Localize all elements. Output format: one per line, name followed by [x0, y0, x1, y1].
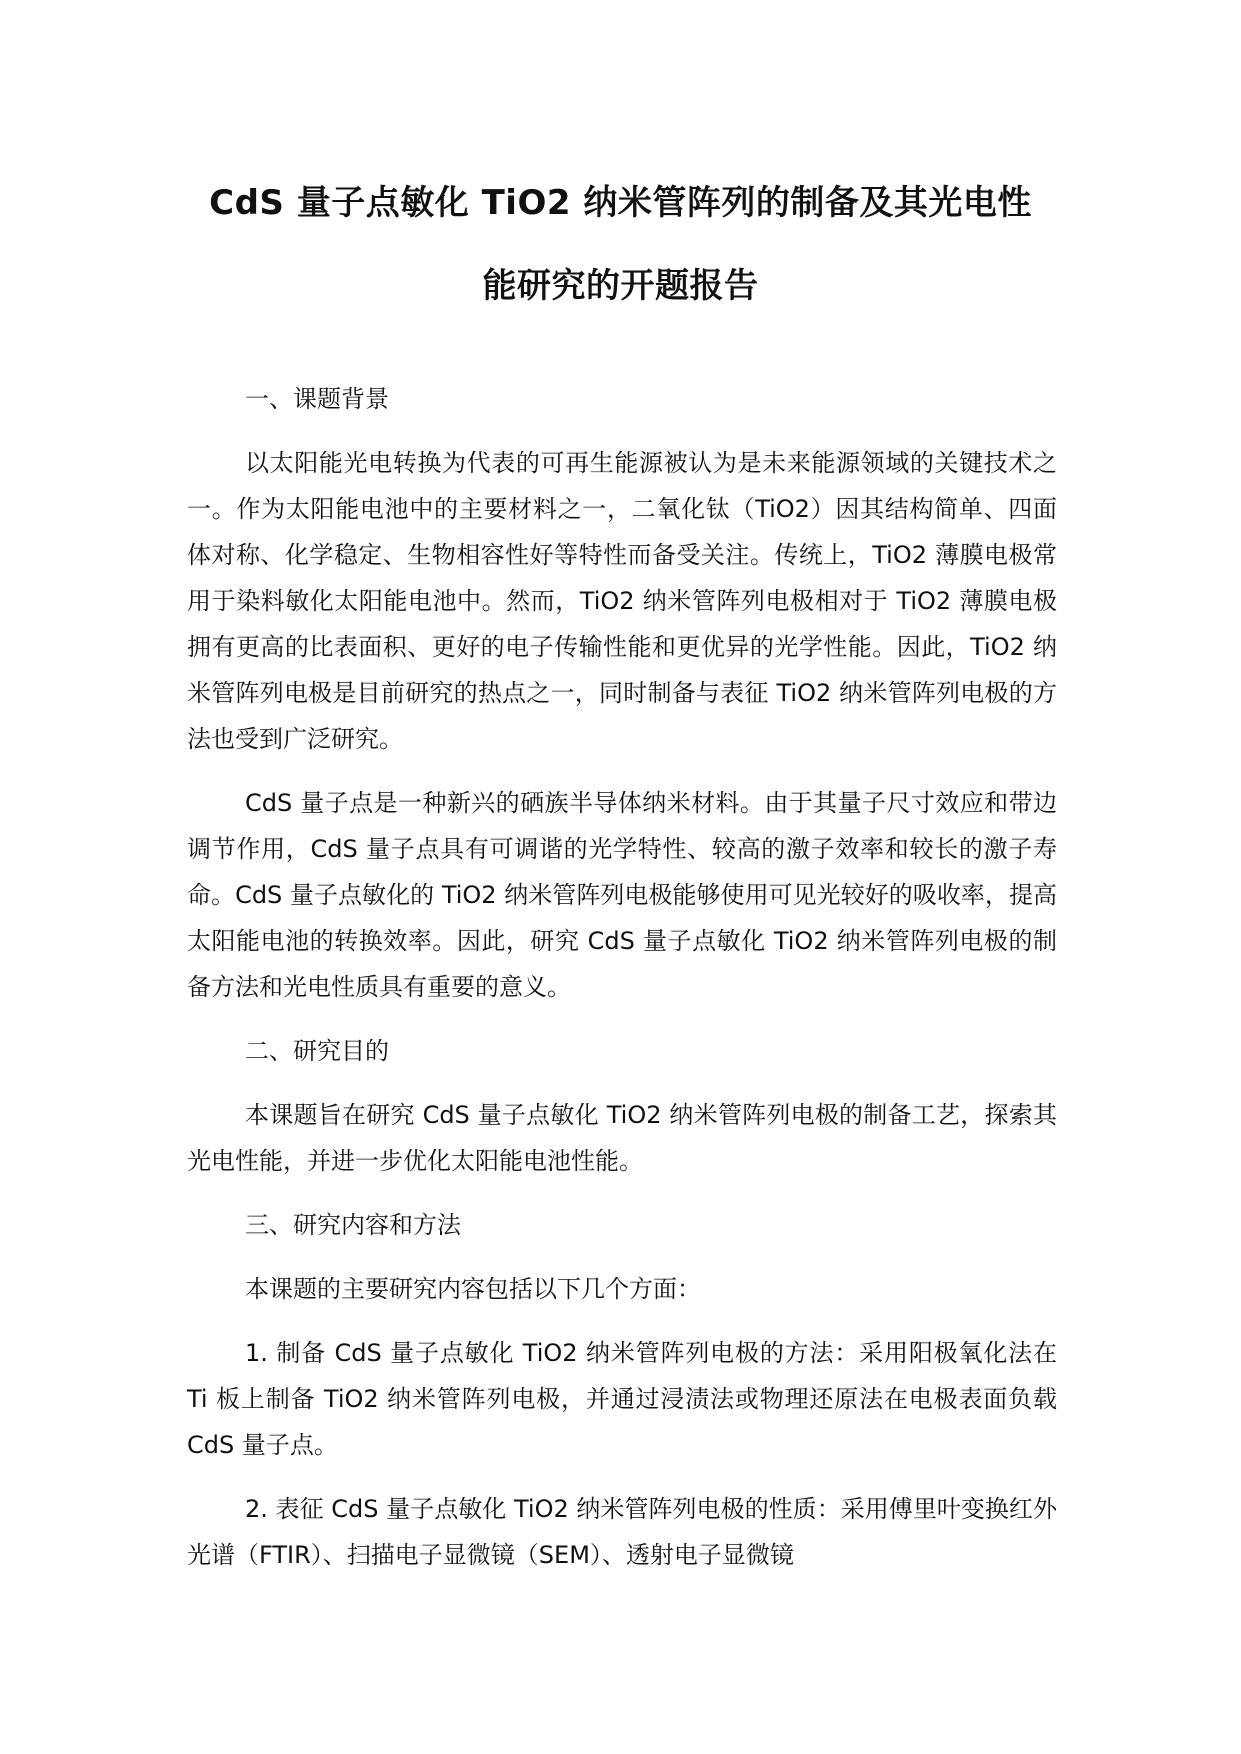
purpose-paragraph-1: 本课题旨在研究 CdS 量子点敏化 TiO2 纳米管阵列电极的制备工艺，探索其光电性能，并进一步优化太阳能电池性能。: [187, 1101, 1057, 1175]
content-methods-intro: 本课题的主要研究内容包括以下几个方面：: [245, 1275, 701, 1303]
background-paragraph-1: 以太阳能光电转换为代表的可再生能源被认为是未来能源领域的关键技术之一。作为太阳能电池中的主要材料之一，二氧化钛（TiO2）因其结构简单、四面体对称、化学稳定、生物相容性好等特性而备受关注。传统上，TiO2 薄膜电极常用于染料敏化太阳能电池中。然而，TiO2 纳米管阵列电极相对于 TiO2 薄膜电极拥有更高的比表面积、更好的电子传输性能和更优异的光学性能。因此，TiO2 纳米管阵列电极是目前研究的热点之一，同时制备与表征 TiO2 纳米管阵列电极的方法也受到广泛研究。: [187, 449, 1057, 753]
section-heading-content-methods: 三、研究内容和方法: [245, 1211, 461, 1239]
document-title-line-1: CdS 量子点敏化 TiO2 纳米管阵列的制备及其光电性: [209, 183, 1032, 223]
section-heading-purpose: 二、研究目的: [245, 1037, 389, 1065]
section-heading-background: 一、课题背景: [245, 385, 389, 413]
content-methods-item-2: 2. 表征 CdS 量子点敏化 TiO2 纳米管阵列电极的性质：采用傅里叶变换红外光谱（FTIR）、扫描电子显微镜（SEM）、透射电子显微镜: [187, 1495, 1057, 1569]
background-paragraph-2: CdS 量子点是一种新兴的硒族半导体纳米材料。由于其量子尺寸效应和带边调节作用，CdS 量子点具有可调谐的光学特性、较高的激子效率和较长的激子寿命。CdS 量子点敏化的 TiO2 纳米管阵列电极能够使用可见光较好的吸收率，提高太阳能电池的转换效率。因此，研究 CdS 量子点敏化 TiO2 纳米管阵列电极的制备方法和光电性质具有重要的意义。: [187, 789, 1057, 1001]
document-body: [187, 376, 1057, 1596]
content-methods-item-1: 1. 制备 CdS 量子点敏化 TiO2 纳米管阵列电极的方法：采用阳极氧化法在 Ti 板上制备 TiO2 纳米管阵列电极，并通过浸渍法或物理还原法在电极表面负载 CdS 量子点。: [187, 1339, 1057, 1459]
document-title-line-2: 能研究的开题报告: [482, 266, 759, 306]
